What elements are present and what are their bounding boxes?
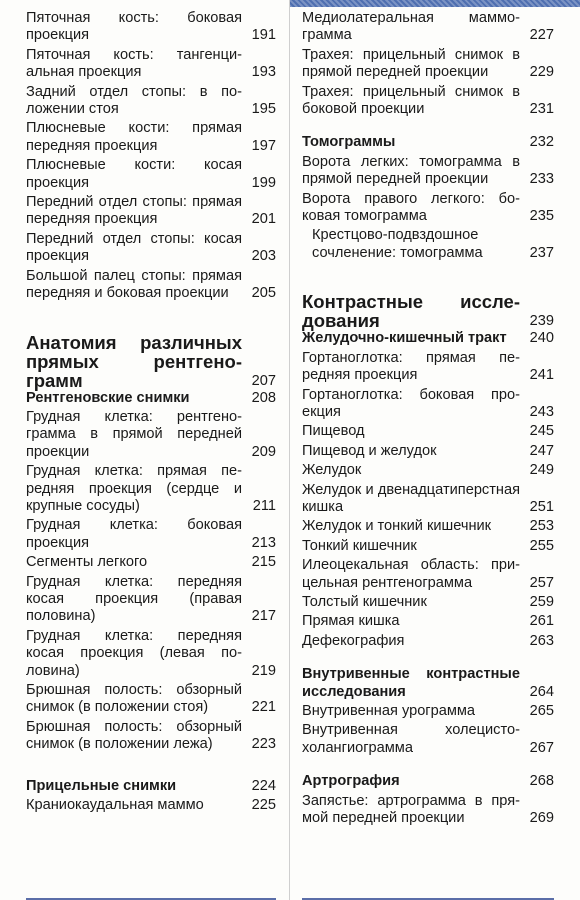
toc-entry bbox=[26, 719, 276, 754]
subheading-xray: Рентгеновские снимки 208 bbox=[26, 389, 276, 406]
toc-entry-title: Пищевод и желудок bbox=[302, 442, 437, 459]
toc-entry bbox=[26, 10, 276, 45]
toc-entry-page: 253 bbox=[529, 518, 554, 535]
subheading-iv: Внутривенные контрастные исследования 264 bbox=[302, 666, 554, 700]
left-entries-xray bbox=[26, 409, 276, 754]
toc-entry bbox=[302, 793, 554, 828]
toc-entry-page: 201 bbox=[251, 211, 276, 228]
toc-entry-page: 247 bbox=[529, 442, 554, 459]
toc-entry-page: 257 bbox=[529, 574, 554, 591]
toc-entry-page: 227 bbox=[529, 27, 554, 44]
toc-entry-page: 245 bbox=[529, 423, 554, 440]
toc-entry-title: Внутривенная холецистохолангиограмма bbox=[302, 722, 520, 756]
toc-entry-page: 195 bbox=[251, 101, 276, 118]
right-entries-gi bbox=[302, 350, 554, 651]
right-entries-arthro bbox=[302, 793, 554, 828]
subheading-arthro: Артрография 268 bbox=[302, 773, 554, 790]
toc-entry-page: 213 bbox=[251, 534, 276, 551]
toc-entry-page: 219 bbox=[251, 662, 276, 679]
toc-entry-title: Задний отдел стопы: в положении стоя bbox=[26, 83, 242, 118]
toc-entry-page: 237 bbox=[529, 244, 554, 261]
toc-entry-page: 259 bbox=[529, 593, 554, 610]
toc-entry-page: 261 bbox=[529, 613, 554, 630]
toc-entry-page: 249 bbox=[529, 462, 554, 479]
toc-entry bbox=[302, 557, 554, 592]
toc-entry bbox=[26, 47, 276, 82]
toc-entry-title: Илеоцекальная область: прицельная рентгенограмма bbox=[302, 557, 520, 591]
toc-entry-title: Гортаноглотка: боковая проекция bbox=[302, 386, 520, 420]
toc-entry bbox=[302, 350, 554, 385]
toc-entry-page: 209 bbox=[251, 443, 276, 460]
toc-entry-title: Брюшная полость: обзорный снимок (в положении стоя) bbox=[26, 682, 242, 716]
toc-entry-title: Внутривенная урограмма bbox=[302, 703, 476, 719]
toc-entry-title: Ворота легких: томограмма в прямой передней проекции bbox=[302, 153, 520, 188]
toc-entry-page: 229 bbox=[529, 64, 554, 81]
toc-entry-title: Крестцово-подвздошное сочленение: томограмма bbox=[312, 227, 483, 261]
right-column bbox=[302, 10, 554, 900]
section-title-anatomy bbox=[26, 333, 276, 390]
toc-entry-page: 265 bbox=[529, 703, 554, 719]
toc-entry-page: 217 bbox=[251, 608, 276, 625]
toc-entry bbox=[26, 268, 276, 303]
subheading-tomo: Томограммы 232 bbox=[302, 134, 554, 151]
toc-entry bbox=[302, 154, 554, 189]
toc-entry-page: 267 bbox=[529, 739, 554, 756]
toc-entry-title: Медиолатеральная маммограмма bbox=[302, 10, 520, 44]
toc-entry bbox=[302, 482, 554, 517]
toc-entry-title: Желудок и тонкий кишечник bbox=[302, 518, 492, 535]
toc-entry-title: Запястье: артрограмма в прямой передней проекции bbox=[302, 792, 520, 827]
toc-entry-title: Передний отдел стопы: косая проекция bbox=[26, 230, 242, 265]
section-title-text: Контрастные исследования bbox=[302, 291, 520, 332]
toc-entry-title: Пяточная кость: боковая проекция bbox=[26, 10, 242, 44]
section-page: 239 bbox=[529, 313, 554, 330]
toc-entry-title: Сегменты легкого bbox=[26, 554, 148, 571]
column-divider bbox=[289, 0, 290, 900]
toc-entry-title: Прямая кишка bbox=[302, 613, 400, 630]
toc-entry-page: 231 bbox=[529, 101, 554, 118]
top-decorative-bar bbox=[290, 0, 580, 7]
subheading-gi: Желудочно-кишечный тракт 240 bbox=[302, 330, 554, 347]
toc-entry-title: Трахея: прицельный снимок в боковой проекции bbox=[302, 83, 520, 118]
right-entries-tomo bbox=[302, 154, 554, 262]
toc-entry bbox=[302, 613, 554, 630]
left-entries-targeted bbox=[26, 797, 276, 814]
toc-entry-page: 243 bbox=[529, 403, 554, 420]
toc-entry-page: 255 bbox=[529, 537, 554, 554]
right-entries-top bbox=[302, 10, 554, 118]
toc-entry-title: Большой палец стопы: прямая передняя и боковая проекции bbox=[26, 267, 242, 302]
toc-entry bbox=[26, 409, 276, 461]
toc-entry bbox=[26, 231, 276, 266]
toc-entry-title: Тонкий кишечник bbox=[302, 537, 417, 554]
subheading-targeted: Прицельные снимки 224 bbox=[26, 777, 276, 794]
toc-entry-page: 269 bbox=[529, 810, 554, 827]
toc-entry bbox=[302, 191, 554, 226]
toc-entry bbox=[26, 194, 276, 229]
toc-entry-title: Грудная клетка: прямая передняя проекция (сердце и крупные сосуды) bbox=[26, 463, 242, 514]
toc-entry bbox=[26, 628, 276, 680]
toc-entry-title: Желудок и двенадцатиперстная кишка bbox=[302, 481, 520, 515]
toc-entry-page: 197 bbox=[251, 137, 276, 154]
toc-entry bbox=[26, 554, 276, 571]
toc-entry bbox=[302, 84, 554, 119]
toc-entry-page: 199 bbox=[251, 174, 276, 191]
toc-entry bbox=[302, 518, 554, 535]
toc-entry-page: 263 bbox=[529, 632, 554, 649]
toc-entry bbox=[26, 682, 276, 717]
toc-entry bbox=[302, 423, 554, 440]
toc-entry bbox=[302, 443, 554, 460]
toc-entry bbox=[26, 463, 276, 515]
toc-entry bbox=[302, 47, 554, 82]
toc-entry bbox=[26, 157, 276, 192]
toc-entry bbox=[26, 797, 276, 814]
toc-entry-title: Ворота правого легкого: боковая томограмма bbox=[302, 190, 520, 225]
toc-entry-page: 193 bbox=[251, 64, 276, 81]
right-entries-iv bbox=[302, 703, 554, 757]
toc-entry bbox=[26, 84, 276, 119]
toc-entry-title: Пяточная кость: тангенциальная проекция bbox=[26, 46, 242, 81]
toc-entry-title: Трахея: прицельный снимок в прямой передней проекции bbox=[302, 46, 520, 81]
toc-entry-title: Грудная клетка: боковая проекция bbox=[26, 517, 242, 551]
toc-entry-page: 215 bbox=[251, 554, 276, 571]
toc-entry bbox=[26, 574, 276, 626]
toc-entry-title: Гортаноглотка: прямая передняя проекция bbox=[302, 349, 520, 384]
toc-entry-title: Желудок bbox=[302, 462, 362, 479]
toc-entry-page: 203 bbox=[251, 248, 276, 265]
toc-entry-page: 235 bbox=[529, 208, 554, 225]
toc-entry-page: 221 bbox=[251, 699, 276, 716]
section-page: 207 bbox=[251, 372, 276, 389]
toc-entry-title: Грудная клетка: передняя косая проекция (правая половина) bbox=[26, 573, 242, 625]
toc-entry-page: 223 bbox=[251, 736, 276, 753]
toc-entry bbox=[302, 722, 554, 757]
toc-entry-title: Краниокаудальная маммо bbox=[26, 797, 204, 814]
toc-entry-page: 225 bbox=[251, 797, 276, 814]
toc-entry-title: Толстый кишечник bbox=[302, 593, 427, 610]
toc-entry-title: Пищевод bbox=[302, 423, 365, 440]
toc-entry-page: 205 bbox=[251, 285, 276, 302]
toc-entry-page: 241 bbox=[529, 367, 554, 384]
toc-entry bbox=[302, 703, 554, 720]
toc-entry-title: Грудная клетка: рентгенограмма в прямой передней проекции bbox=[26, 408, 242, 460]
section-title-text: Анатомия различных прямых рентгенограмм bbox=[26, 331, 242, 391]
toc-entry-title: Брюшная полость: обзорный снимок (в положении лежа) bbox=[26, 718, 242, 753]
left-column bbox=[26, 10, 276, 900]
toc-entry bbox=[302, 462, 554, 479]
toc-entry-title: Грудная клетка: передняя косая проекция (левая половина) bbox=[26, 627, 242, 679]
section-title-contrast bbox=[302, 292, 554, 330]
toc-entry-title: Плюсневые кости: прямая передняя проекция bbox=[26, 120, 242, 154]
toc-entry bbox=[26, 120, 276, 155]
toc-entry bbox=[302, 538, 554, 555]
toc-entry-page: 233 bbox=[529, 171, 554, 188]
toc-entry bbox=[302, 227, 554, 262]
toc-entry bbox=[302, 387, 554, 422]
toc-entry-page: 251 bbox=[529, 498, 554, 515]
toc-entry-page: 191 bbox=[251, 27, 276, 44]
toc-entry bbox=[302, 633, 554, 650]
toc-entry bbox=[302, 10, 554, 45]
toc-entry-page: 211 bbox=[252, 497, 276, 514]
toc-entry-title: Плюсневые кости: косая проекция bbox=[26, 157, 242, 191]
left-entries-top bbox=[26, 10, 276, 303]
toc-entry-title: Передний отдел стопы: прямая передняя проекция bbox=[26, 194, 242, 228]
toc-entry-title: Дефекография bbox=[302, 632, 405, 649]
toc-entry bbox=[302, 594, 554, 611]
toc-entry bbox=[26, 517, 276, 552]
